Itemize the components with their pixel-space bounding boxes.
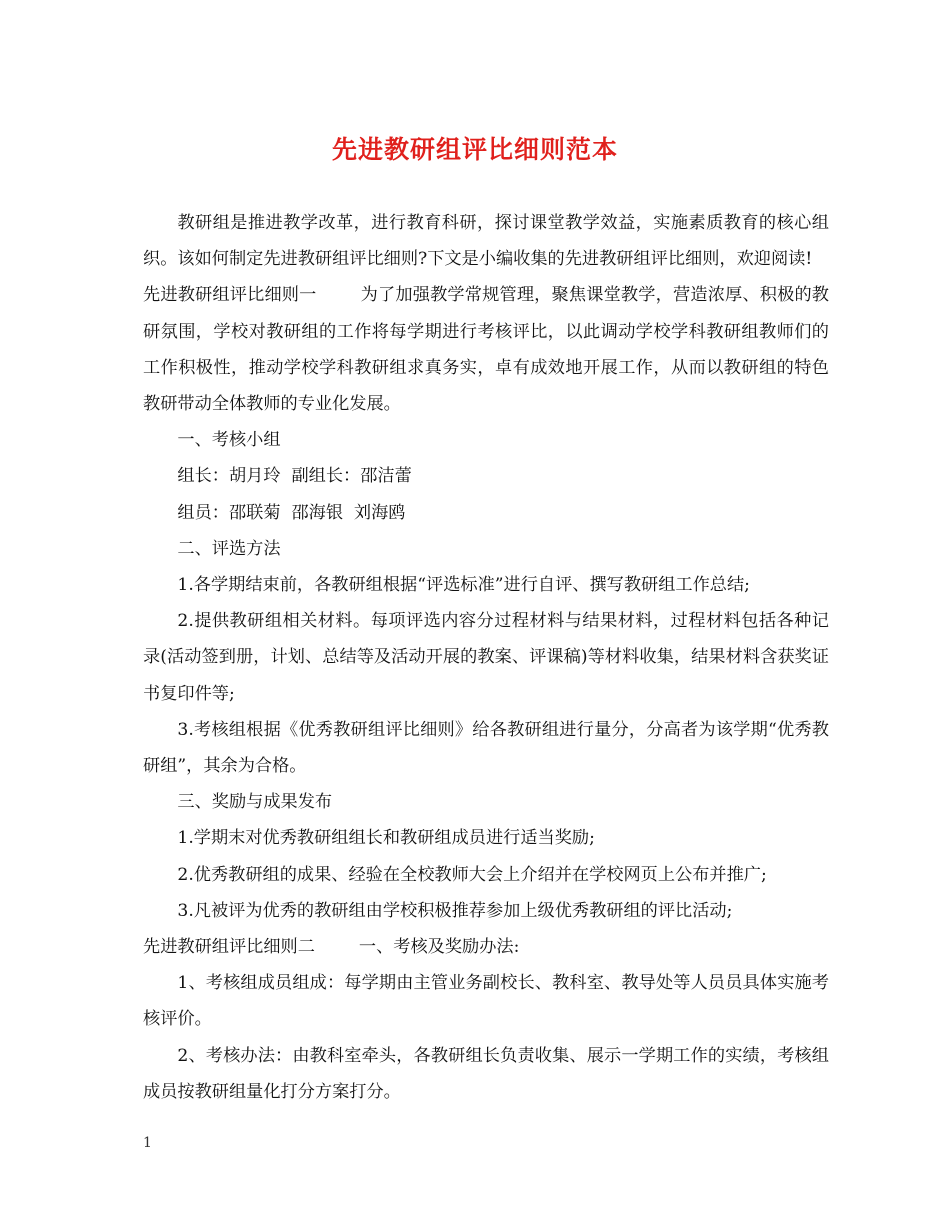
rule2-item-2: 2、考核办法：由教科室牵头，各教研组长负责收集、展示一学期工作的实绩，考核组成员按教研组量化打分方案打分。 [143, 1045, 829, 1102]
section2-item-1: 1.各学期结束前，各教研组根据“评选标准”进行自评、撰写教研组工作总结; [177, 575, 750, 596]
document-body [143, 205, 829, 1110]
section1-leaders: 组长：胡月玲 副组长：邵洁蕾 [177, 466, 412, 487]
rule1-paragraph [143, 277, 829, 422]
intro-paragraph: 教研组是推进教学改革，进行教育科研，探讨课堂教学效益，实施素质教育的核心组织。该如何制定先进教研组评比细则?下文是小编收集的先进教研组评比细则，欢迎阅读! [143, 213, 829, 270]
section2-item-3: 3.考核组根据《优秀教研组评比细则》给各教研组进行量分，分高者为该学期“优秀教研组”，其余为合格。 [143, 719, 829, 777]
section3-heading: 三、奖励与成果发布 [177, 792, 333, 813]
rule2-item-1: 1、考核组成员组成：每学期由主管业务副校长、教科室、教导处等人员员具体实施考核评价。 [143, 973, 829, 1030]
document-title: 先进教研组评比细则范本 [331, 135, 618, 164]
rule2-label: 先进教研组评比细则二 [143, 937, 315, 958]
section3-item-2: 2.优秀教研组的成果、经验在全校教师大会上介绍并在学校网页上公布并推广; [177, 864, 767, 885]
rule2-paragraph [143, 929, 829, 965]
page-number: 1 [143, 1135, 152, 1151]
section1-heading: 一、考核小组 [177, 430, 281, 451]
section3-item-1: 1.学期末对优秀教研组组长和教研组成员进行适当奖励; [177, 828, 595, 849]
section3-item-3: 3.凡被评为优秀的教研组由学校积极推荐参加上级优秀教研组的评比活动; [177, 900, 733, 921]
section1-members: 组员：邵联菊 邵海银 刘海鸥 [177, 502, 406, 523]
section2-heading: 二、评选方法 [177, 538, 281, 559]
rule1-label: 先进教研组评比细则一 [143, 285, 317, 306]
section2-item-2: 2.提供教研组相关材料。每项评选内容分过程材料与结果材料，过程材料包括各种记录(活动签到册，计划、总结等及活动开展的教案、评课稿)等材料收集，结果材料含获奖证书复印件等; [143, 611, 829, 704]
rule1-text: 为了加强教学常规管理，聚焦课堂教学，营造浓厚、积极的教研氛围，学校对教研组的工作将每学期进行考核评比，以此调动学校学科教研组教师们的工作积极性，推动学校学科教研组求真务实，卓有成效地开展工作，从而以教研组的特色教研带动全体教师的专业化发展。 [143, 285, 829, 415]
rule2-heading: 一、考核及奖励办法: [358, 937, 520, 958]
